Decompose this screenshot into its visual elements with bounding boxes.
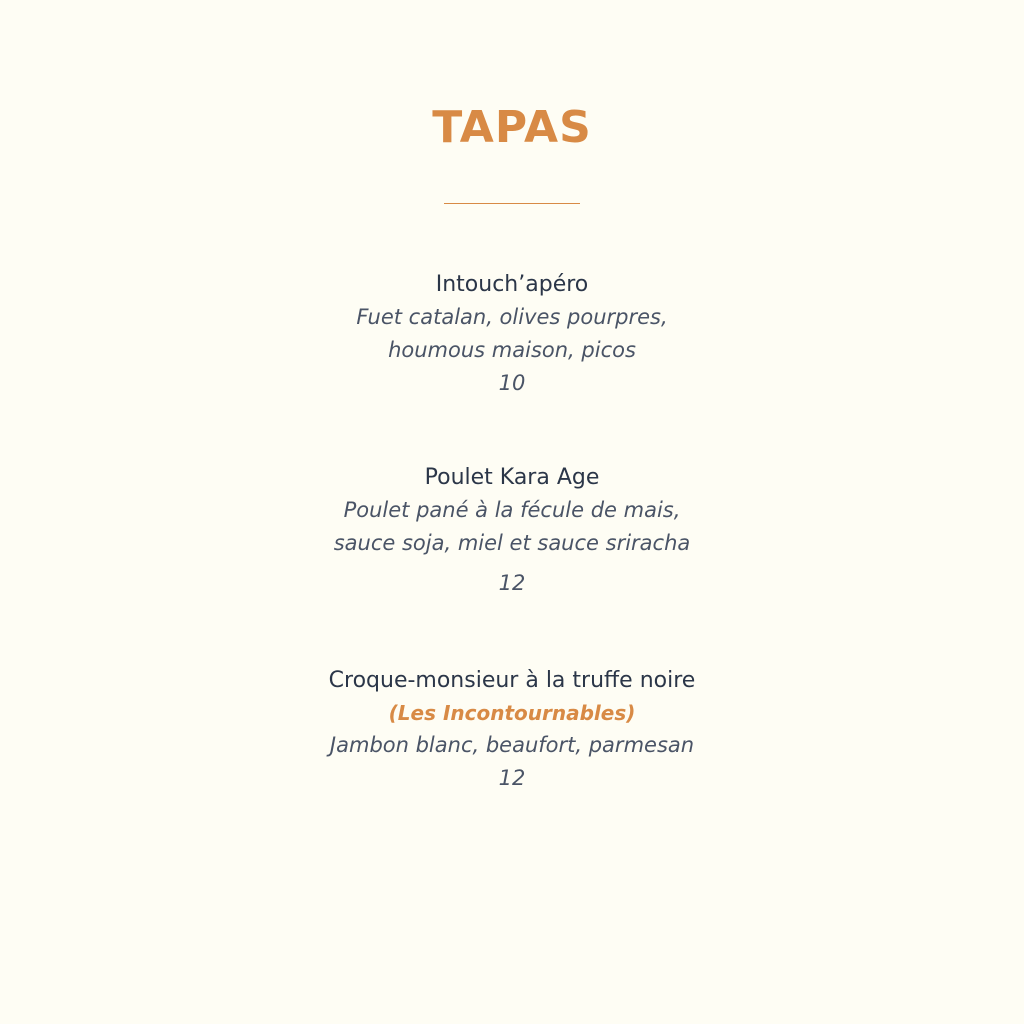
menu-item-price: 12 (498, 766, 526, 790)
menu-item-description: Fuet catalan, olives pourpres, (356, 305, 668, 329)
menu-item-description: sauce soja, miel et sauce sriracha (333, 531, 691, 555)
menu-item-price: 12 (498, 571, 526, 595)
menu-item-description: Poulet pané à la fécule de mais, (343, 498, 681, 522)
menu-item-name: Poulet Kara Age (424, 465, 600, 490)
menu-item-description: Jambon blanc, beaufort, parmesan (329, 733, 695, 757)
menu-item-tag: (Les Incontournables) (388, 701, 636, 725)
menu-title: TAPAS (432, 102, 592, 153)
menu-item-description: houmous maison, picos (388, 338, 636, 362)
menu-item (0, 462, 1024, 600)
menu-item (0, 665, 1024, 795)
menu-item (0, 269, 1024, 400)
menu-item-name: Intouch’apéro (435, 272, 589, 297)
menu-item-name: Croque-monsieur à la truffe noire (328, 668, 696, 693)
menu-item-price: 10 (498, 371, 526, 395)
title-divider (444, 203, 580, 204)
